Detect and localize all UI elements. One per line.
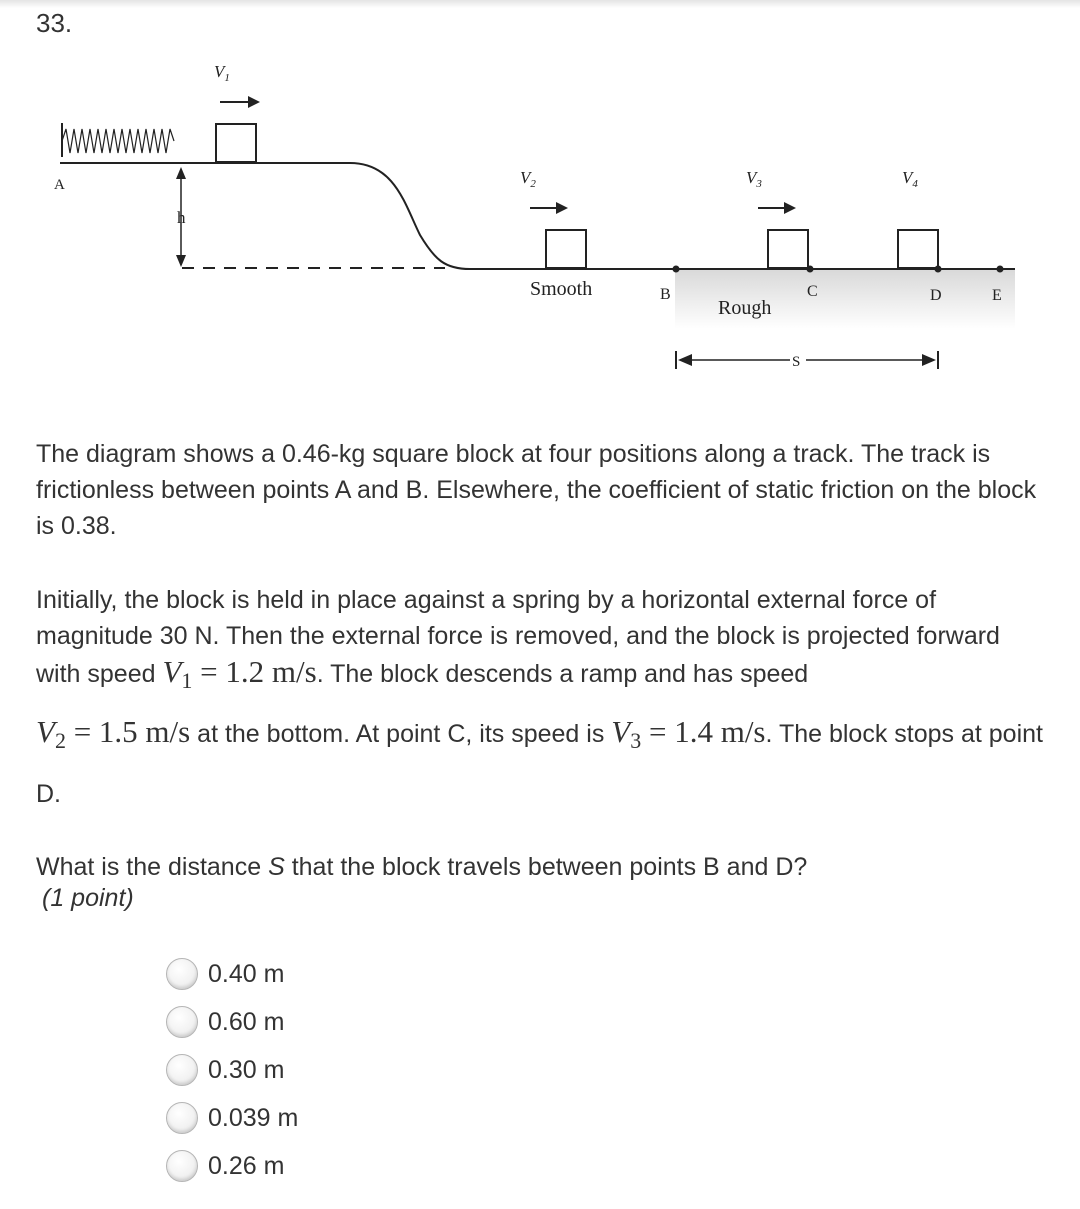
setup-text-d: . The block stops at point D. <box>36 720 1043 808</box>
radio-button-option-4[interactable] <box>166 1102 198 1134</box>
label-B: B <box>660 286 671 303</box>
option-3-label: 0.30 m <box>208 1055 285 1084</box>
label-smooth: Smooth <box>530 278 593 300</box>
distance-s-arrow-head-left <box>678 354 692 366</box>
option-4-label: 0.039 m <box>208 1103 299 1132</box>
option-4[interactable] <box>166 1094 298 1142</box>
track <box>60 163 1015 269</box>
label-E: E <box>992 287 1002 304</box>
distance-s-arrow-head-right <box>922 354 936 366</box>
block-position-3 <box>768 230 808 268</box>
option-5-label: 0.26 m <box>208 1151 285 1180</box>
option-1-label: 0.40 m <box>208 959 285 988</box>
label-v3: $V_3$ <box>746 168 762 190</box>
point-D-marker <box>935 266 942 273</box>
equation-v2: $V_2 = 1.5$ m/s <box>36 714 191 753</box>
radio-button-option-2[interactable] <box>166 1006 198 1038</box>
label-rough: Rough <box>718 297 772 319</box>
problem-setup <box>36 582 1046 824</box>
setup-text-c: at the bottom. At point C, its speed is <box>190 720 612 748</box>
point-value: (1 point) <box>42 884 134 912</box>
spring <box>62 129 174 153</box>
problem-description: The diagram shows a 0.46-kg square block at four positions along a track. The track is frictionless between points A and B. Elsewhere, the coefficient of static friction on the block is 0.38. <box>36 440 1037 540</box>
block-position-2 <box>546 230 586 268</box>
question-number: 33. <box>36 8 73 38</box>
top-divider <box>0 0 1080 8</box>
label-h: h <box>177 208 186 227</box>
answer-options <box>166 950 298 1190</box>
radio-button-option-5[interactable] <box>166 1150 198 1182</box>
setup-text-a: Initially, the block is held in place against a spring by a horizontal external force of magnitude 30 N. Then the external force is removed, and the block is projected forward with speed <box>36 586 1000 688</box>
track-diagram <box>50 55 1020 385</box>
height-arrow-head-down <box>176 255 186 267</box>
point-E-marker <box>997 266 1004 273</box>
block-position-4 <box>898 230 938 268</box>
option-1[interactable] <box>166 950 298 998</box>
equation-v3: $V_3 = 1.4$ m/s <box>611 714 766 753</box>
block-position-1 <box>216 124 256 162</box>
equation-v1: $V_1 = 1.2$ m/s <box>162 654 317 693</box>
radio-button-option-3[interactable] <box>166 1054 198 1086</box>
option-2[interactable] <box>166 998 298 1046</box>
v2-arrow-head <box>556 202 568 214</box>
option-2-label: 0.60 m <box>208 1007 285 1036</box>
label-v1: $V_1$ <box>214 62 230 84</box>
label-A: A <box>54 177 65 193</box>
v3-arrow-head <box>784 202 796 214</box>
label-v2: $V_2$ <box>520 168 536 190</box>
point-B-marker <box>673 266 680 273</box>
v1-arrow-head <box>248 96 260 108</box>
setup-text-b: . The block descends a ramp and has speed <box>316 660 809 688</box>
question-prompt: What is the distance S that the block travels between points B and D? <box>36 853 808 881</box>
option-5[interactable] <box>166 1142 298 1190</box>
option-3[interactable] <box>166 1046 298 1094</box>
variable-s: S <box>268 853 285 881</box>
label-D: D <box>930 287 942 304</box>
height-arrow-head-up <box>176 167 186 179</box>
label-S: S <box>792 354 801 370</box>
point-C-marker <box>807 266 814 273</box>
radio-button-option-1[interactable] <box>166 958 198 990</box>
label-C: C <box>807 283 818 300</box>
label-v4: $V_4$ <box>902 168 918 190</box>
